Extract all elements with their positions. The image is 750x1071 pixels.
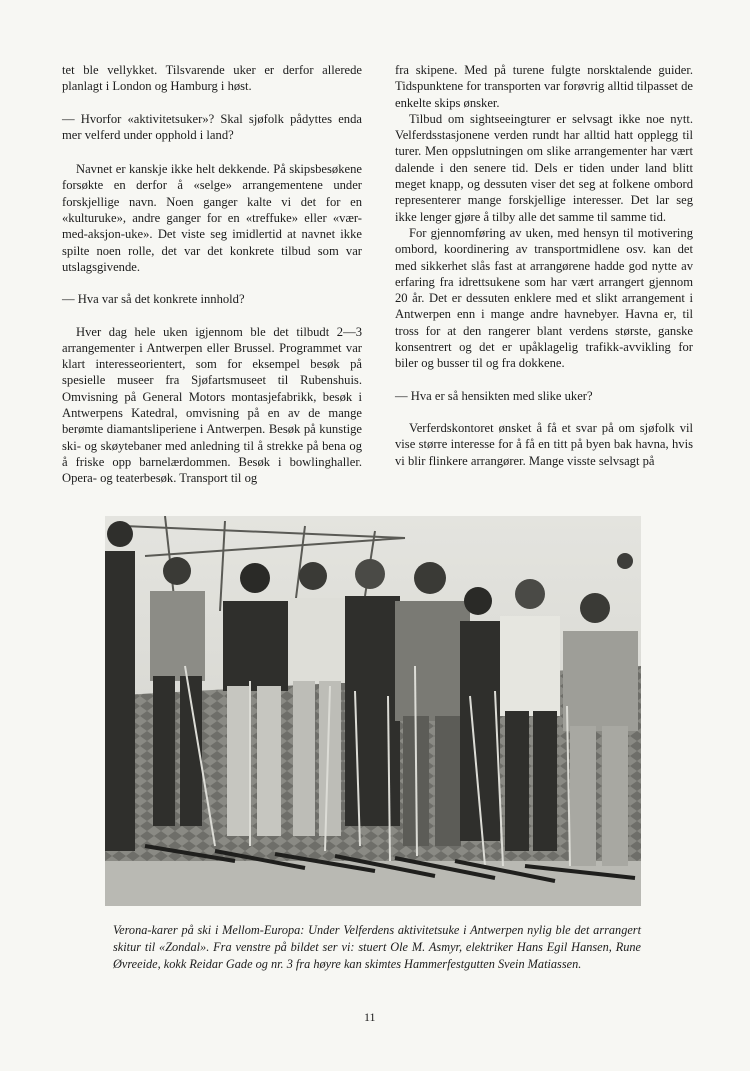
paragraph: tet ble vellykket. Tilsvarende uker er derfor allerede planlagt i London og Hamburg i høst. [62, 63, 362, 94]
interview-question: — Hva er så hensikten med slike uker? [395, 388, 593, 403]
left-text-column [62, 62, 362, 487]
group-ski-photo [105, 516, 641, 906]
interview-question: — Hva var så det konkrete innhold? [62, 292, 245, 307]
paragraph: Navnet er kanskje ikke helt dekkende. På skipsbesøkene forsøkte en derfor å «selge» arrangementene under forskjellige navn. Noen ganger kalte vi det for en «kulturuke», andre ganger for en «treffuke» eller «vær-med-aksjon-uke». Det viste seg imidlertid at navnet ikke spilte noen rolle, det var det konkrete tilbud som var utslagsgivende. [62, 162, 362, 274]
paragraph: Verferdskontoret ønsket å få et svar på om sjøfolk vil vise større interesse for å få en titt på byen bak havna, hvis vi blir flinkere arrangører. Mange visste selvsagt på [395, 420, 693, 468]
paragraph: For gjennomføring av uken, med hensyn til motivering ombord, koordinering av transportmidlene osv. kan det med sikkerhet slås fast at arrangørene hadde god nytte av erfaring fra idrettsukene som har vært arrangert gjennom 20 år. Det er dessuten enklere med et slikt arrangement i Antwerpen enn i mange andre havnebyer. Havna er, til tross for at den rangerer blant verdens største, ganske konsentrert og det er upåklagelig trafikk-avvikling for biler og busser til og fra dokkene. [395, 225, 693, 371]
photo-caption: Verona-karer på ski i Mellom-Europa: Under Velferdens aktivitetsuke i Antwerpen nylig ble det arrangert skitur til «Zondal». Fra venstre på bildet ser vi: stuert Ole M. Asmyr, elektriker Hans Egil Hansen, Rune Øvreeide, kokk Reidar Gade og nr. 3 fra høyre kan skimtes Hammerfestgutten Svein Matiassen. [113, 923, 641, 972]
paragraph: fra skipene. Med på turene fulgte norsktalende guider. Tidspunktene for transporten var forøvrig alltid tilpasset de enkelte skips ønsker. [395, 63, 693, 110]
interview-question: — Hvorfor «aktivitetsuker»? Skal sjøfolk pådyttes enda mer velferd under opphold i land? [62, 111, 362, 142]
photo-illustration [105, 516, 641, 906]
right-text-column [395, 62, 693, 469]
person-silhouette [105, 521, 135, 851]
paragraph: Tilbud om sightseeingturer er selvsagt ikke noe nytt. Velferdsstasjonene verden rundt har alltid hatt opplegg til turer. Men oppslutningen om slike arrangementer har vært dalende i den senere tid. Dels er tiden under land blitt meget knapp, og dessuten viser det seg at folkene ombord representerer mange forskjellige interesser. Det lar seg ikke lenger gjøre å tilby alle det samme til samme tid. [395, 111, 693, 224]
page-number: 11 [364, 1010, 376, 1024]
paragraph: Hver dag hele uken igjennom ble det tilbudt 2—3 arrangementer i Antwerpen eller Brussel. Programmet var klart interesseorientert, som for eksempel besøk på spesielle museer fra Sjøfartsmuseet til Rubenshuis. Omvisning på General Motors montasjefabrikk, besøk i Antwerpens Katedral, omvisning på en av de mange berømte diamantsliperiene i Antwerpen. Besøk på kunstige ski- og skøytebaner med anledning til å strekke på bena og å friske opp barnelærdommen. Besøk i bowlinghaller. Opera- og teaterbesøk. Transport til og [62, 324, 362, 486]
